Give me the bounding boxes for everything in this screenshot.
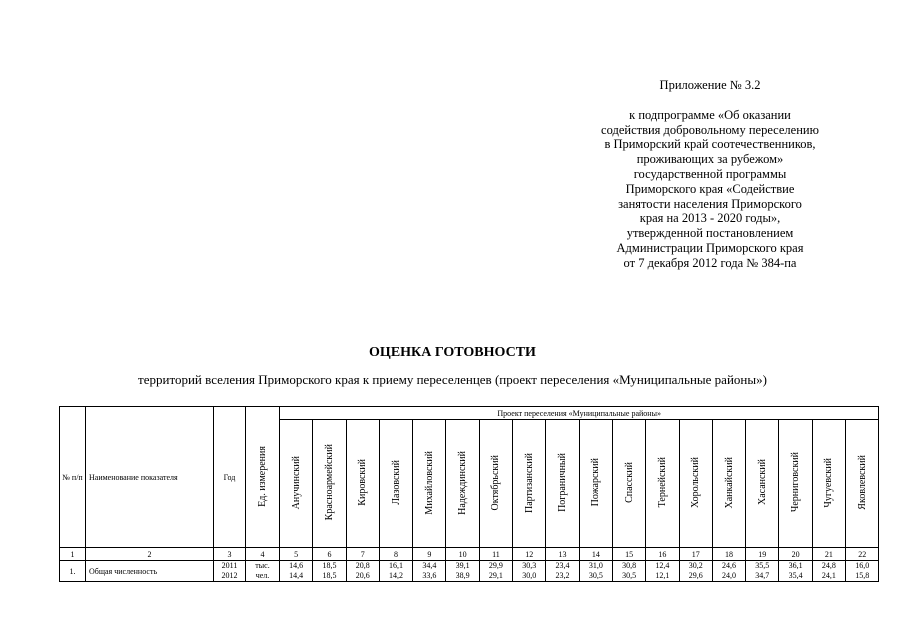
column-number: 13 [546,548,579,561]
column-number: 9 [413,548,446,561]
appendix-line: края на 2013 - 2020 годы», [639,211,781,226]
district-header: Спасский [623,462,635,503]
column-number: 11 [479,548,512,561]
district-header-cell [812,420,845,548]
district-header: Тернейский [656,457,668,508]
value-cell-2012: 33,6 [422,571,437,580]
column-number: 4 [246,548,280,561]
value-cell [546,561,579,582]
value-cell-2011: 30,3 [522,561,537,570]
row-unit [246,561,280,582]
value-cell [846,561,879,582]
value-cell [379,561,412,582]
appendix-line: государственной программы [633,166,787,181]
column-number: 15 [612,548,645,561]
value-cell-2012: 29,1 [488,571,503,580]
row-year [214,561,246,582]
district-header-cell [446,420,479,548]
column-number: 14 [579,548,612,561]
district-header: Анучинский [290,455,302,510]
appendix-line: от 7 декабря 2012 года № 384-па [623,255,797,270]
value-cell-2011: 39,1 [455,561,470,570]
value-cell-2012: 29,6 [688,571,703,580]
value-cell-2011: 20,8 [355,561,370,570]
district-header-cell [313,420,346,548]
column-number: 12 [513,548,546,561]
value-cell [712,561,745,582]
value-cell-2011: 31,0 [588,561,603,570]
district-header: Черниговский [790,452,802,513]
district-header-cell [712,420,745,548]
column-number: 20 [779,548,812,561]
header-unit-cell [246,407,280,548]
row-index: 1. [60,561,86,582]
district-header-cell [479,420,512,548]
appendix-line: в Приморский край соотечественников, [604,137,816,152]
district-header-cell [679,420,712,548]
district-header: Лазовский [390,460,402,505]
district-header: Октябрьский [490,454,502,511]
value-cell [812,561,845,582]
value-cell-2011: 18,5 [322,561,337,570]
document-subheading: территорий вселения Приморского края к приему переселенцев (проект переселения «Муниципальные районы») [138,372,767,387]
district-header-cell [379,420,412,548]
value-cell-2011: 24,6 [722,561,736,570]
value-cell-2012: 24,1 [821,571,836,580]
row-year-2012: 2012 [221,571,238,580]
row-year-2011: 2011 [221,561,238,570]
appendix-title: Приложение № 3.2 [659,78,761,92]
value-cell [646,561,679,582]
district-header: Хасанский [756,459,768,506]
district-header-cell [546,420,579,548]
column-number: 10 [446,548,479,561]
value-cell [313,561,346,582]
district-header: Яковлевский [856,455,868,510]
column-number: 8 [379,548,412,561]
appendix-line: Администрации Приморского края [616,240,804,255]
value-cell-2012: 30,0 [522,571,537,580]
district-header-cell [846,420,879,548]
value-cell [579,561,612,582]
value-cell-2011: 14,6 [289,561,304,570]
district-header: Пожарский [590,458,602,507]
district-header-cell [513,420,546,548]
value-cell-2012: 15,8 [855,571,870,580]
value-cell [446,561,479,582]
value-cell-2012: 35,4 [788,571,803,580]
district-header: Чугуевский [823,457,835,508]
value-cell [746,561,779,582]
value-cell [413,561,446,582]
appendix-line: занятости населения Приморского [618,196,802,211]
column-number: 3 [214,548,246,561]
value-cell-2011: 16,0 [855,561,870,570]
district-header: Михайловский [423,450,435,515]
document-heading: ОЦЕНКА ГОТОВНОСТИ [369,345,536,360]
column-number: 19 [746,548,779,561]
value-cell [779,561,812,582]
column-number: 6 [313,548,346,561]
value-cell [280,561,313,582]
value-cell-2012: 24,0 [722,571,736,580]
appendix-line: Приморского края «Содействие [625,181,795,196]
value-cell-2011: 35,5 [755,561,770,570]
column-number: 7 [346,548,379,561]
district-header: Кировский [357,459,369,506]
column-number: 18 [712,548,745,561]
value-cell-2012: 14,4 [289,571,304,580]
appendix-block [560,78,860,271]
column-number: 21 [812,548,845,561]
district-header: Партизанский [523,452,535,513]
value-cell-2011: 36,1 [788,561,803,570]
column-number: 1 [60,548,86,561]
district-header-cell [646,420,679,548]
header-num: № п/п [60,407,86,548]
value-cell-2012: 30,5 [588,571,603,580]
value-cell-2011: 23,4 [555,561,570,570]
value-cell-2012: 18,5 [322,571,337,580]
value-cell-2012: 12,1 [655,571,670,580]
value-cell-2011: 12,4 [655,561,670,570]
district-header-cell [280,420,313,548]
value-cell-2011: 30,8 [622,561,637,570]
row-name: Общая численность [86,561,214,582]
district-header-cell [413,420,446,548]
appendix-line: содействия добровольному переселению [601,122,819,137]
district-header: Надеждинский [457,450,469,515]
value-cell [513,561,546,582]
district-header: Пограничный [557,453,569,512]
project-header: Проект переселения «Муниципальные районы» [280,407,879,420]
value-cell-2012: 38,9 [455,571,470,580]
district-header-cell [746,420,779,548]
value-cell-2011: 34,4 [422,561,437,570]
value-cell-2011: 24,8 [821,561,836,570]
value-cell-2012: 20,6 [355,571,370,580]
value-cell [346,561,379,582]
appendix-line: утвержденной постановлением [626,226,794,241]
district-header-cell [579,420,612,548]
value-cell-2012: 34,7 [755,571,770,580]
row-unit-2011: тыс. [255,561,270,570]
value-cell [479,561,512,582]
district-header: Хорольский [690,456,702,508]
district-header: Ханкайский [723,456,735,509]
header-unit: Ед. измерения [257,445,268,507]
value-cell-2011: 30,2 [688,561,703,570]
district-header-cell [612,420,645,548]
header-year: Год [214,407,246,548]
district-header-cell [779,420,812,548]
column-number: 5 [280,548,313,561]
row-unit-2012: чел. [255,571,270,580]
readiness-table [59,406,879,582]
district-header: Красноармейский [323,444,335,521]
column-number: 16 [646,548,679,561]
header-name: Наименование показателя [86,407,214,548]
value-cell-2012: 30,5 [622,571,637,580]
district-header-cell [346,420,379,548]
column-number: 2 [86,548,214,561]
value-cell [612,561,645,582]
value-cell-2011: 16,1 [389,561,404,570]
value-cell [679,561,712,582]
appendix-line: к подпрограмме «Об оказании [629,107,791,122]
value-cell-2011: 29,9 [488,561,503,570]
value-cell-2012: 14,2 [389,571,404,580]
column-number: 22 [846,548,879,561]
appendix-line: проживающих за рубежом» [636,152,784,167]
value-cell-2012: 23,2 [555,571,570,580]
column-number: 17 [679,548,712,561]
